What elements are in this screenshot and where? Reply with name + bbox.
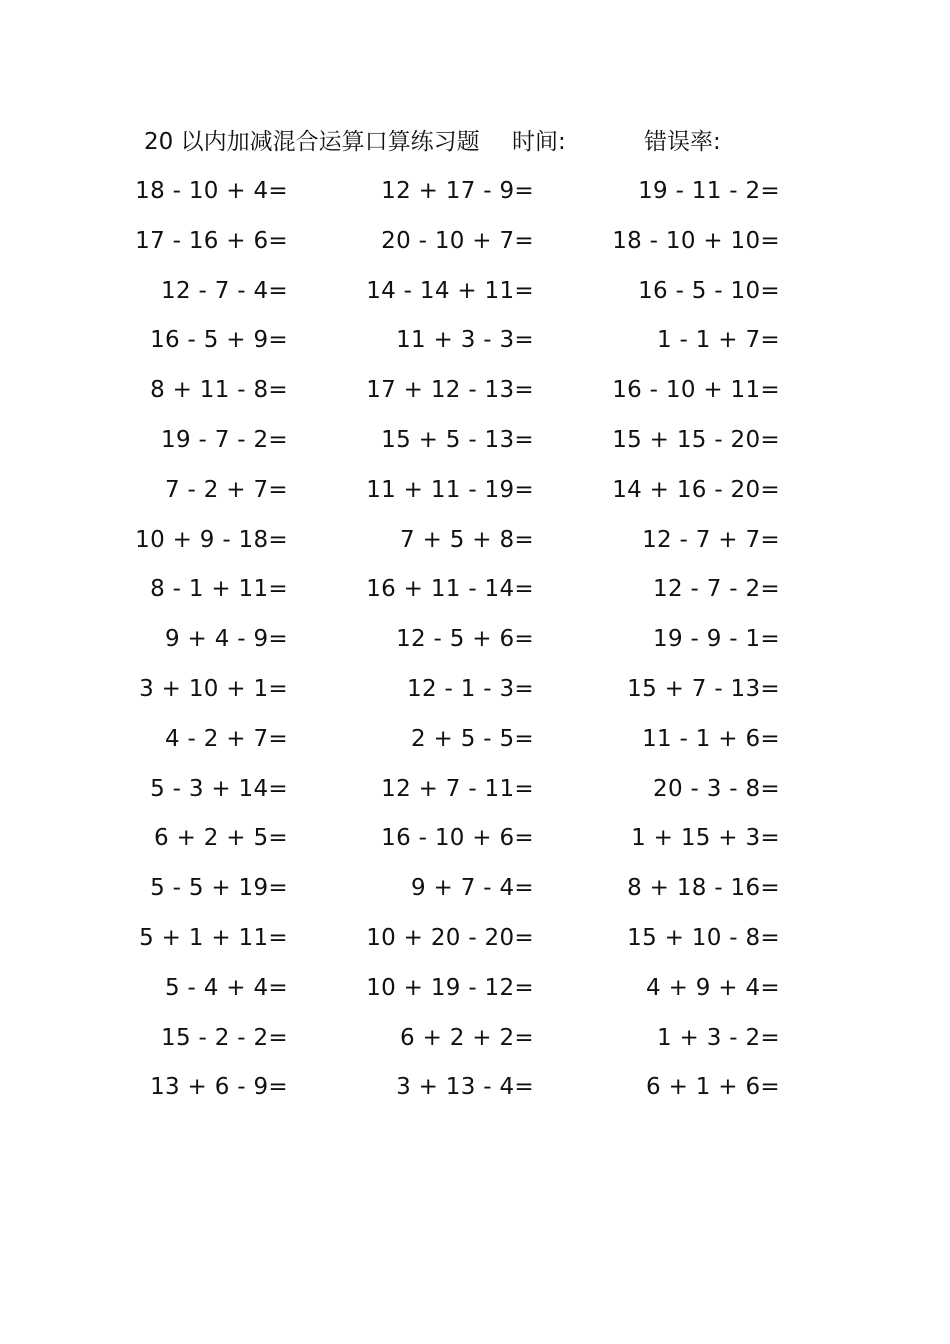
arithmetic-problem: 12 + 17 - 9=: [381, 178, 534, 204]
arithmetic-problem: 1 + 3 - 2=: [657, 1024, 780, 1051]
arithmetic-problem: 15 + 7 - 13=: [627, 675, 780, 702]
problem-grid: [0, 170, 950, 1116]
arithmetic-problem: 12 - 7 - 4=: [161, 277, 288, 304]
arithmetic-problem: 13 + 6 - 9=: [150, 1074, 288, 1101]
problem-row: [0, 469, 950, 519]
arithmetic-problem: 15 - 2 - 2=: [161, 1024, 288, 1051]
problem-row: [0, 568, 950, 618]
arithmetic-problem: 2 + 5 - 5=: [411, 725, 534, 752]
arithmetic-problem: 20 - 3 - 8=: [653, 775, 780, 802]
arithmetic-problem: 11 - 1 + 6=: [642, 725, 780, 752]
arithmetic-problem: 12 - 7 - 2=: [653, 576, 780, 603]
problem-row: [0, 1017, 950, 1067]
arithmetic-problem: 19 - 11 - 2=: [638, 178, 780, 204]
arithmetic-problem: 6 + 2 + 5=: [154, 825, 288, 852]
worksheet-title: 20 以内加减混合运算口算练习题: [144, 129, 480, 155]
problem-row: [0, 1066, 950, 1116]
arithmetic-problem: 17 + 12 - 13=: [366, 377, 534, 404]
arithmetic-problem: 5 - 3 + 14=: [150, 775, 288, 802]
arithmetic-problem: 20 - 10 + 7=: [381, 227, 534, 254]
arithmetic-problem: 8 + 18 - 16=: [627, 875, 780, 902]
arithmetic-problem: 10 + 19 - 12=: [366, 974, 534, 1001]
arithmetic-problem: 11 + 3 - 3=: [396, 327, 534, 354]
arithmetic-problem: 5 - 5 + 19=: [150, 875, 288, 902]
arithmetic-problem: 16 - 5 - 10=: [638, 277, 780, 304]
problem-row: [0, 618, 950, 668]
arithmetic-problem: 5 + 1 + 11=: [139, 924, 288, 951]
problem-row: [0, 319, 950, 369]
arithmetic-problem: 19 - 7 - 2=: [161, 426, 288, 453]
arithmetic-problem: 3 + 13 - 4=: [396, 1074, 534, 1101]
arithmetic-problem: 12 + 7 - 11=: [381, 775, 534, 802]
arithmetic-problem: 6 + 2 + 2=: [400, 1024, 534, 1051]
arithmetic-problem: 12 - 1 - 3=: [407, 675, 534, 702]
arithmetic-problem: 18 - 10 + 4=: [135, 178, 288, 204]
arithmetic-problem: 1 + 15 + 3=: [631, 825, 780, 852]
problem-row: [0, 519, 950, 569]
arithmetic-problem: 9 + 7 - 4=: [411, 875, 534, 902]
problem-row: [0, 917, 950, 967]
arithmetic-problem: 16 - 10 + 11=: [612, 377, 780, 404]
arithmetic-problem: 14 + 16 - 20=: [612, 476, 780, 503]
arithmetic-problem: 5 - 4 + 4=: [165, 974, 288, 1001]
problem-row: [0, 817, 950, 867]
arithmetic-problem: 17 - 16 + 6=: [135, 227, 288, 254]
problem-row: [0, 967, 950, 1017]
problem-row: [0, 768, 950, 818]
arithmetic-problem: 1 - 1 + 7=: [657, 327, 780, 354]
arithmetic-problem: 19 - 9 - 1=: [653, 626, 780, 653]
problem-row: [0, 369, 950, 419]
arithmetic-problem: 18 - 10 + 10=: [612, 227, 780, 254]
arithmetic-problem: 7 + 5 + 8=: [400, 526, 534, 553]
arithmetic-problem: 16 - 10 + 6=: [381, 825, 534, 852]
arithmetic-problem: 4 + 9 + 4=: [646, 974, 780, 1001]
arithmetic-problem: 12 - 7 + 7=: [642, 526, 780, 553]
arithmetic-problem: 11 + 11 - 19=: [366, 476, 534, 503]
arithmetic-problem: 7 - 2 + 7=: [165, 476, 288, 503]
arithmetic-problem: 10 + 9 - 18=: [135, 526, 288, 553]
arithmetic-problem: 15 + 5 - 13=: [381, 426, 534, 453]
problem-row: [0, 270, 950, 320]
arithmetic-problem: 9 + 4 - 9=: [165, 626, 288, 653]
arithmetic-problem: 14 - 14 + 11=: [366, 277, 534, 304]
arithmetic-problem: 12 - 5 + 6=: [396, 626, 534, 653]
problem-row: [0, 170, 950, 220]
arithmetic-problem: 4 - 2 + 7=: [165, 725, 288, 752]
time-label: 时间:: [512, 129, 566, 155]
problem-row: [0, 220, 950, 270]
arithmetic-problem: 16 - 5 + 9=: [150, 327, 288, 354]
arithmetic-problem: 6 + 1 + 6=: [646, 1074, 780, 1101]
arithmetic-problem: 8 + 11 - 8=: [150, 377, 288, 404]
arithmetic-problem: 16 + 11 - 14=: [366, 576, 534, 603]
arithmetic-problem: 15 + 15 - 20=: [612, 426, 780, 453]
problem-row: [0, 668, 950, 718]
arithmetic-problem: 10 + 20 - 20=: [366, 924, 534, 951]
problem-row: [0, 718, 950, 768]
arithmetic-problem: 8 - 1 + 11=: [150, 576, 288, 603]
arithmetic-problem: 15 + 10 - 8=: [627, 924, 780, 951]
arithmetic-problem: 3 + 10 + 1=: [139, 675, 288, 702]
problem-row: [0, 419, 950, 469]
problem-row: [0, 867, 950, 917]
error-rate-label: 错误率:: [644, 129, 721, 155]
